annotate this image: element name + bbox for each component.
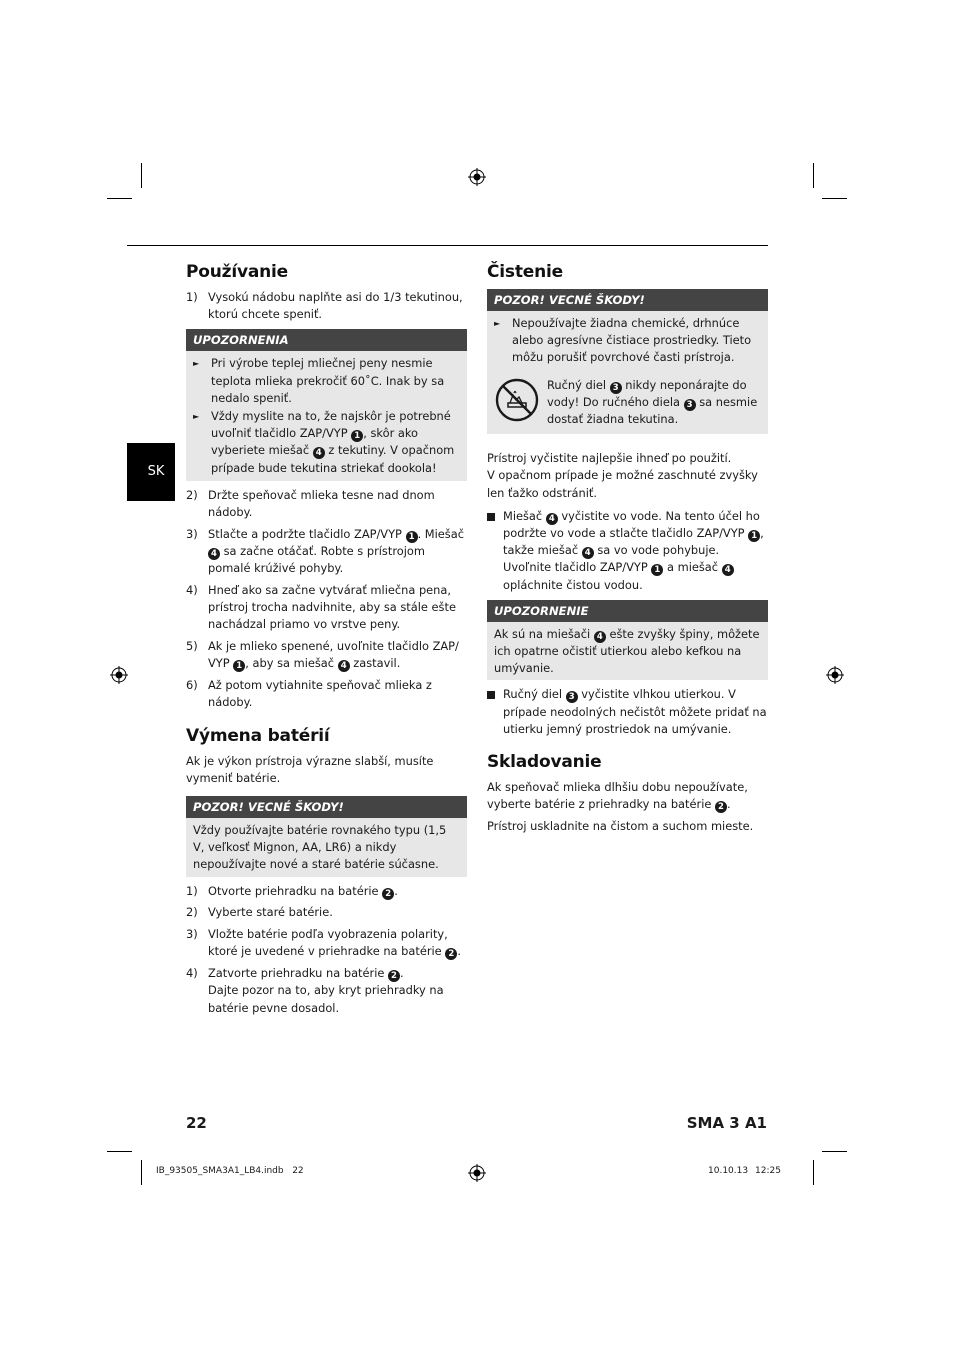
intro-text: Ak je výkon prístroja výrazne slabší, musíte vymeniť batérie. [186,753,434,785]
page-number: 22 [186,1114,207,1132]
steps-list [186,289,467,323]
no-immerse-icon [494,377,540,423]
list-item: 1) Otvorte priehradku na batérie 2 . [186,883,398,899]
warning-header: POZOR! VECNÉ ŠKODY! [487,289,768,311]
right-column [487,262,768,836]
section-title: Skladovanie [487,752,602,773]
warning-bullet: ► Nepoužívajte žiadna chemické, drhnúce alebo agresívne čistiace prostriedky. Tieto môžu porušiť povrchové časti prístroja. [494,315,761,367]
steps-list [186,487,467,712]
section-skladovanie [487,752,768,836]
crop-mark [107,1151,132,1152]
registration-mark-icon [826,666,844,684]
crop-mark [813,163,814,188]
warning-box [186,329,467,480]
list-item: Ručný diel 3 vyčistite vlhkou utierkou. V prípade neodolných nečistôt môžete pridať na utierku jemný prostriedok na umývanie. [487,686,768,738]
registration-mark-icon [468,168,486,186]
slug-time: 12:25 [755,1166,781,1176]
warning-text: Vždy používajte batérie rovnakého typu (1,5 V, veľkosť Mignon, AA, LR6) a nikdy nepoužívajte nové a staré batérie súčasne. [193,823,447,872]
notice-box [487,600,768,681]
registration-mark-icon [110,666,128,684]
warning-header: UPOZORNENIA [186,329,467,351]
part-number-4-icon: 4 [338,660,350,672]
slug-date: 10.10.13 [708,1166,749,1176]
part-number-2-icon: 2 [445,948,457,960]
crop-mark [107,198,132,199]
file-slug: IB_93505_SMA3A1_LB4.indb 22 [156,1166,304,1176]
list-item: Miešač 4 vyčistite vo vode. Na tento účel ho podržte vo vode a stlačte tlačidlo ZAP/VYP 1 , takže miešač 4 sa vo vode pohybuje. Uvoľnite tlačidlo ZAP/VYP 1 a miešač 4 opláchnite čistou vodou. [487,508,768,594]
list-item [186,289,467,323]
no-immerse-text: Ručný diel 3 nikdy neponárajte do vody! Do ručného diela 3 sa nesmie dostať žiadna tekutina. [547,377,758,427]
notice-header: UPOZORNENIE [487,600,768,622]
part-number-1-icon: 1 [651,564,663,576]
section-title: Čistenie [487,262,563,282]
list-item: 6) Až potom vytiahnite speňovač mlieka z nádoby. [186,678,432,710]
section-title: Výmena batérií [186,725,330,746]
storage-text: Prístroj uskladnite na čistom a suchom mieste. [487,819,754,834]
part-number-1-icon: 1 [406,531,418,543]
list-item: 4) Zatvorte priehradku na batérie 2 . Dajte pozor na to, aby kryt priehradky na batérie pevne dosadol. [186,966,444,1015]
list-item: 4) Hneď ako sa začne vytvárať mliečna pena, prístroj trocha nadvihnite, aby sa stále ešte nachádzal priamo vo vrstve peny. [186,583,456,632]
part-number-2-icon: 2 [715,801,727,813]
storage-text: Ak speňovač mlieka dlhšiu dobu nepoužívate, vyberte batérie z priehradky na batérie 2 . [487,780,748,813]
cleaning-text: V opačnom prípade je možné zaschnuté zvyšky len ťažko odstrániť. [487,468,758,500]
registration-mark-icon [468,1164,486,1182]
step-text: Vysokú nádobu naplňte asi do 1/3 tekutinou, ktorú chcete speniť. [208,290,463,322]
warning-box [186,796,467,877]
part-number-4-icon: 4 [582,547,594,559]
part-number-4-icon: 4 [546,513,558,525]
left-column [186,262,467,1021]
part-number-4-icon: 4 [313,447,325,459]
crop-mark [141,163,142,188]
part-number-1-icon: 1 [351,430,363,442]
header-rule [127,245,768,246]
notice-text: Ak sú na miešači 4 ešte zvyšky špiny, môžete ich opatrne očistiť utierkou alebo kefkou na umývanie. [494,626,760,676]
part-number-4-icon: 4 [208,548,220,560]
list-item: 2) Vyberte staré batérie. [186,905,333,920]
model-name: SMA 3 A1 [686,1114,767,1132]
crop-mark [822,198,847,199]
no-immerse-row [494,377,761,429]
warning-bullet: ► Vždy myslite na to, že najskôr je potrebné uvoľniť tlačidlo ZAP/VYP 1 , skôr ako vyberiete miešač 4 z tekutiny. V opačnom prípade bude tekutina striekať dookola! [193,408,460,477]
part-number-3-icon: 3 [566,691,578,703]
section-cistenie [487,262,768,738]
part-number-3-icon: 3 [684,399,696,411]
step-number: 1) [186,290,198,304]
cleaning-text: Prístroj vyčistite najlepšie ihneď po použití. [487,451,732,466]
part-number-4-icon: 4 [722,564,734,576]
language-tab: SK [127,443,175,501]
section-pouzivanie [186,262,467,712]
part-number-1-icon: 1 [233,660,245,672]
crop-mark [822,1151,847,1152]
warning-header: POZOR! VECNÉ ŠKODY! [186,796,467,818]
crop-mark [141,1160,142,1185]
list-item: 2) Držte speňovač mlieka tesne nad dnom nádoby. [186,487,435,520]
section-title: Používanie [186,262,288,282]
warning-bullet: ► Pri výrobe teplej mliečnej peny nesmie teplota mlieka prekročiť 60˚C. Inak by sa nedalo speniť. [193,355,460,407]
part-number-4-icon: 4 [594,631,606,643]
list-item: 5) Ak je mlieko spenené, uvoľnite tlačidlo ZAP/ VYP 1 , aby sa miešač 4 zastavil. [186,639,459,672]
list-item: 3) Stlačte a podržte tlačidlo ZAP/VYP 1 . Miešač 4 sa začne otáčať. Robte s prístrojom pomalé krúživé pohyby. [186,526,464,576]
list-item: 3) Vložte batérie podľa vyobrazenia polarity, ktoré je uvedené v priehradke na batérie 2 . [186,927,461,960]
part-number-2-icon: 2 [382,888,394,900]
warning-box [487,289,768,434]
part-number-2-icon: 2 [388,970,400,982]
steps-list [186,883,467,1017]
part-number-1-icon: 1 [748,530,760,542]
part-number-3-icon: 3 [610,382,622,394]
crop-mark [813,1160,814,1185]
section-vymena-baterii [186,726,467,1017]
